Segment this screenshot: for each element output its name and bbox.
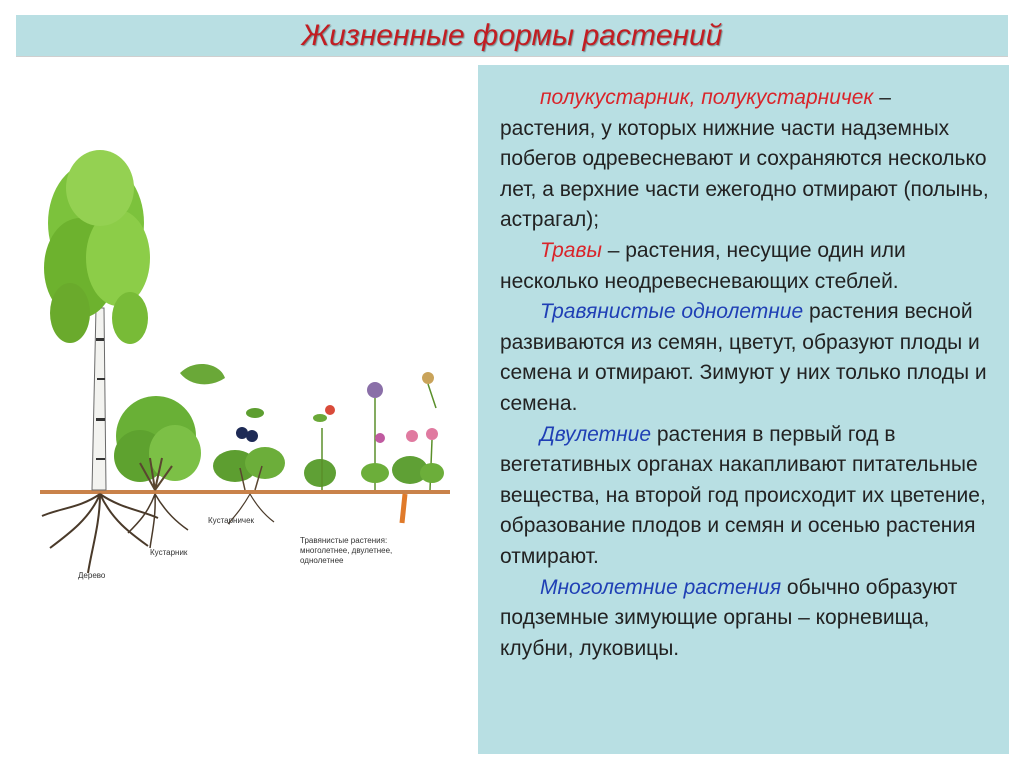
text-perennial: обычно образуют подземные зимующие органы – корневища, клубни, луковицы. bbox=[500, 575, 958, 660]
term-herbs: Травы bbox=[540, 238, 602, 262]
subshrub-label: Кустарничек bbox=[208, 516, 255, 525]
term-annual: Травянистые однолетние bbox=[540, 300, 804, 324]
paragraph-herbs bbox=[500, 236, 989, 297]
shrub-label: Кустарник bbox=[150, 548, 188, 557]
term-biennial: Двулетние bbox=[540, 422, 652, 446]
soil-line bbox=[40, 490, 450, 494]
herbs-label-line1: Травянистые растения: bbox=[300, 536, 388, 545]
herbs-label-line3: однолетнее bbox=[300, 556, 344, 565]
paragraph-perennial bbox=[500, 573, 989, 665]
paragraph-biennial bbox=[500, 420, 989, 573]
paragraph-subshrub bbox=[500, 83, 989, 236]
paragraph-annual bbox=[500, 297, 989, 419]
slide-title: Жизненные формы растений bbox=[301, 19, 723, 52]
term-perennial: Многолетние растения bbox=[540, 575, 782, 599]
title-banner bbox=[16, 15, 1008, 57]
tree-birch bbox=[42, 150, 158, 573]
text-biennial: растения в первый год в вегетативных органах накапливают питательные вещества, на второй год происходит их цветение, образование плодов и семян и осенью растения отмирают. bbox=[500, 422, 986, 568]
plant-life-forms-illustration bbox=[30, 128, 460, 598]
text-herbs: – растения, несущие один или несколько неодревесневающих стеблей. bbox=[500, 238, 906, 293]
tree-label: Дерево bbox=[78, 571, 106, 580]
plants-drawing bbox=[30, 128, 460, 598]
subshrub bbox=[213, 408, 285, 524]
text-panel bbox=[478, 65, 1009, 754]
text-subshrub: – растения, у которых нижние части надземных побегов одревесневают и сохраняются несколько лет, а верхние части ежегодно отмирают (полынь, астрагал); bbox=[500, 86, 989, 232]
term-subshrub: полукустарник, полукустарничек bbox=[540, 86, 874, 109]
herbs-label-line2: многолетнее, двулетнее, bbox=[300, 546, 393, 555]
herbaceous-plants bbox=[304, 372, 444, 523]
text-annual: растения весной развиваются из семян, цветут, образуют плоды и семена и отмирают. Зимуют у них только плоды и семена. bbox=[500, 300, 987, 415]
